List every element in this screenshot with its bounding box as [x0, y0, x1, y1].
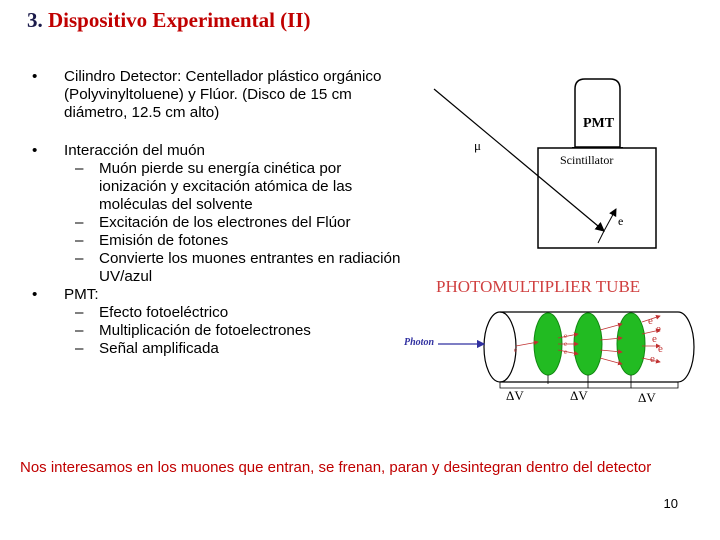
sub-marker: –	[75, 322, 84, 339]
electron-label: e	[564, 340, 568, 348]
bullet-list	[30, 68, 410, 358]
sub-text: Convierte los muones entrantes en radiación UV/azul	[99, 250, 401, 285]
pmt-box	[572, 79, 623, 148]
sub-item	[65, 250, 410, 286]
sub-list	[65, 304, 410, 358]
sub-item	[65, 322, 410, 340]
electron-label: e	[514, 346, 518, 354]
sub-marker: –	[75, 160, 84, 177]
electron-label: e	[656, 323, 661, 335]
footnote: Nos interesamos en los muones que entran, se frenan, paran y desintegran dentro del detector	[20, 459, 652, 476]
detector-diagram	[420, 75, 680, 275]
bullet-text: PMT:	[64, 286, 99, 303]
bullet-item	[30, 142, 410, 286]
bullet-marker: •	[32, 286, 38, 303]
sub-item	[65, 232, 410, 250]
sub-item	[65, 340, 410, 358]
sub-item	[65, 214, 410, 232]
muon-label: μ	[474, 138, 481, 153]
electron-label: e	[652, 333, 657, 345]
title-number: 3.	[27, 8, 43, 32]
electron-label: e	[564, 348, 568, 356]
electron-label: e	[650, 353, 655, 365]
pmt-label: PMT	[583, 116, 615, 131]
sub-list	[65, 160, 410, 286]
sub-item	[65, 304, 410, 322]
bullet-item	[30, 286, 410, 358]
sub-marker: –	[75, 250, 84, 267]
pmt-diagram	[398, 272, 708, 412]
voltage-label: ΔV	[638, 390, 656, 405]
bullet-marker: •	[32, 142, 38, 159]
voltage-label: ΔV	[570, 388, 588, 403]
sub-marker: –	[75, 232, 84, 249]
sub-marker: –	[75, 340, 84, 357]
page-number: 10	[663, 496, 678, 511]
electron-label: e	[658, 343, 663, 355]
voltage-label: ΔV	[506, 388, 524, 403]
dynode-plate	[617, 313, 645, 375]
bullet-text: Interacción del muón	[64, 142, 205, 159]
pmt-figure-title: PHOTOMULTIPLIER TUBE	[436, 277, 641, 296]
electron-label: e	[564, 332, 568, 340]
sub-marker: –	[75, 214, 84, 231]
sub-text: Señal amplificada	[99, 340, 219, 357]
sub-text: Multiplicación de fotoelectrones	[99, 322, 311, 339]
bullet-marker: •	[32, 68, 38, 85]
dynode-plate	[574, 313, 602, 375]
slide-title	[27, 8, 311, 33]
electron-label: e	[648, 315, 653, 327]
sub-marker: –	[75, 304, 84, 321]
bullet-text: Cilindro Detector: Centellador plástico orgánico (Polyvinyltoluene) y Flúor. (Disco de 15 cm diámetro, 12.5 cm alto)	[64, 68, 382, 121]
scintillator-label: Scintillator	[560, 153, 614, 167]
title-text: Dispositivo Experimental (II)	[48, 8, 311, 32]
electron-label: e	[618, 214, 624, 228]
bullet-item	[30, 68, 410, 122]
sub-text: Excitación de los electrones del Flúor	[99, 214, 351, 231]
sub-item	[65, 160, 410, 214]
sub-text: Emisión de fotones	[99, 232, 229, 249]
photon-label: Photon	[404, 337, 435, 348]
sub-text: Efecto fotoeléctrico	[99, 304, 229, 321]
dynode-plate	[534, 313, 562, 375]
sub-text: Muón pierde su energía cinética por ionización y excitación atómica de las moléculas del solvente	[99, 160, 353, 213]
